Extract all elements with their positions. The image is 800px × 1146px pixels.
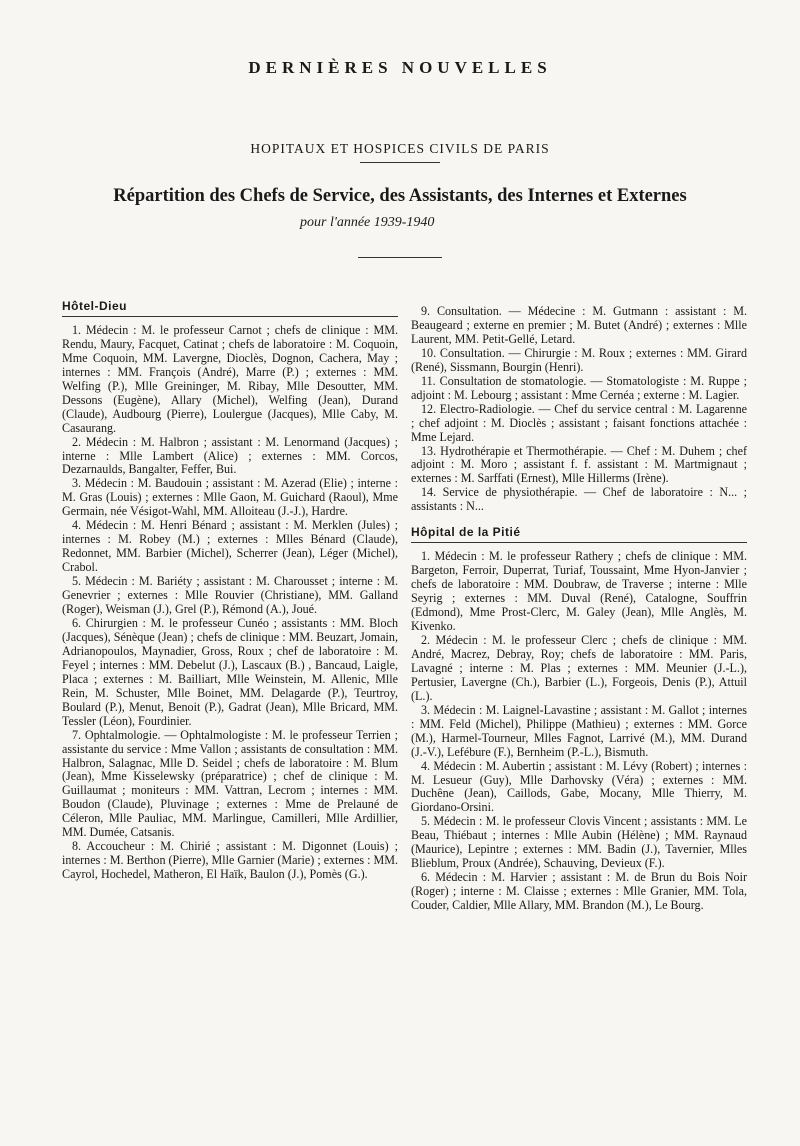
service-entry: 1. Médecin : M. le professeur Rathery ; chefs de clinique : MM. Bargeton, Ferroir, Duperrat, Turiaf, Toussaint, Mme Hyon-Janvier ; chefs de laboratoire : MM. Doubraw, de Traverse ; interne : Mlle Seyrig ; externes : MM. Duval (René), Catalogne, Souffrin (Edmond), Mme Prost-Clerc, M. Galey (Jean), Mlle Anglès, M. Kivenko. — [411, 549, 747, 634]
service-entry: 9. Consultation. — Médecine : M. Gutmann : assistant : M. Beaugeard ; externe en premier ; M. Butet (André) ; externes : Mlle Laurent, MM. Petit-Gellé, Letard. — [411, 304, 747, 346]
service-entry: 11. Consultation de stomatologie. — Stomatologiste : M. Ruppe ; adjoint : M. Lebourg ; assistant : Mme Cernéa ; externe : M. Lagier. — [411, 373, 747, 402]
service-entry: 2. Médecin : M. le professeur Clerc ; chefs de clinique : MM. André, Macrez, Debray, Roy; chefs de laboratoire : MM. Paris, Lavagné ; interne : M. Plas ; externes : MM. Meunier (J.-L.), Pertusier, Lavergne (Ch.), Barbier (L.), Forgeois, Denis (P.), Attuil (L.). — [411, 632, 747, 703]
service-entry: 3. Médecin : M. Laignel-Lavastine ; assistant : M. Gallot ; internes : MM. Feld (Michel), Philippe (Mathieu) ; externes : MM. Gorce (M.), Harmel-Tourneur, Mlles Fagnot, Larrivé (M.), MM. Durand (J.-V.), Lefébure (F.), Bernheim (P.-L.), Bismuth. — [411, 702, 747, 759]
service-entry: 7. Ophtalmologie. — Ophtalmologiste : M. le professeur Terrien ; assistante du service : Mme Vallon ; assistants de consultation : MM. Halbron, Salagnac, Mlle D. Seidel ; chefs de laboratoire : M. Blum (Jean), Mme Kisselewsky (préparatrice) ; chef de clinique : M. Guillaumat ; moniteurs : MM. Vattran, Lecrom ; internes : MM. Boudon (Claude), Pluvinage ; externes : Mme de Prelauné de Céleron, Mlle Pauliac, MM. Marlingue, Camilleri, Mlle Ardillier, MM. Dumée, Catsanis. — [62, 727, 398, 840]
divider-bottom — [358, 257, 442, 258]
masthead: DERNIÈRES NOUVELLES — [248, 58, 552, 77]
service-entry: 2. Médecin : M. Halbron ; assistant : M. Lenormand (Jacques) ; interne : Mlle Lambert (Alice) ; externes : MM. Corcos, Dezarnaulds, Bangalter, Feffer, Bui. — [62, 434, 398, 477]
service-entry: 6. Médecin : M. Harvier ; assistant : M. de Brun du Bois Noir (Roger) ; interne : M. Claisse ; externes : Mlle Granier, MM. Tola, Couder, Caldier, Mlle Allary, MM. Brandon (M.), Le Bourg. — [411, 870, 747, 913]
left-column — [62, 300, 398, 882]
right-column — [411, 305, 747, 913]
institution-heading: HOPITAUX ET HOSPICES CIVILS DE PARIS — [250, 141, 550, 156]
section-title-hotel-dieu: Hôtel-Dieu — [62, 300, 398, 317]
service-entry: 14. Service de physiothérapie. — Chef de laboratoire : N... ; assistants : N... — [411, 485, 747, 514]
service-entry: 12. Electro-Radiologie. — Chef du service central : M. Lagarenne ; chef adjoint : M. Dioclès ; assistant ; faisant fonctions attachée : Mme Lejard. — [411, 401, 747, 444]
article-subtitle: pour l'année 1939-1940 — [300, 215, 435, 230]
service-entry: 1. Médecin : M. le professeur Carnot ; chefs de clinique : MM. Rendu, Maury, Facquet, Catinat ; chefs de laboratoire : M. Coquoin, Mme Coquoin, MM. Lavergne, Dioclès, Dognon, Cachera, May ; internes : MM. François (André), Marre (P.) ; externes : MM. Welfing (P.), Mlle Greininger, M. Ribay, Mlle Desoutter, MM. Dessons (Eugène), Allary (Michel), Welfing (Jean), Durand (Claude), Audbourg (Pierre), Loulergue (Jacques), Mlle Caby, M. Casaurang. — [62, 322, 398, 435]
service-entry: 3. Médecin : M. Baudouin ; assistant : M. Azerad (Elie) ; interne : M. Gras (Louis) ; externes : Mlle Gaon, M. Guichard (Raoul), Mme Germain, née Vésigot-Wahl, MM. Alloiteau (J.-J.), Hardre. — [62, 476, 398, 519]
divider-top — [360, 162, 440, 163]
service-entry: 4. Médecin : M. Henri Bénard ; assistant : M. Merklen (Jules) ; internes : M. Robey (M.) ; externes : Mlles Bénard (Claude), Redonnet, MM. Barbier (Michel), Scherrer (Jean), Léger (Michel), Crabol. — [62, 518, 398, 575]
service-entry: 5. Médecin : M. Bariéty ; assistant : M. Charousset ; interne : M. Genevrier ; externes : Mlle Rouvier (Christiane), MM. Galland (Roger), Weisman (J.), Grel (P.), Rémond (A.), Joué. — [62, 574, 398, 617]
service-entry: 13. Hydrothérapie et Thermothérapie. — Chef : M. Duhem ; chef adjoint : M. Moro ; assistant f. f. assistant : M. Martmignaut ; externes : M. Sarffati (Ernest), Mlle Hillerms (Irène). — [411, 443, 747, 486]
service-entry: 5. Médecin : M. le professeur Clovis Vincent ; assistants : MM. Le Beau, Thiébaut ; internes : Mlle Aubin (Hélène) ; MM. Raynaud (Maurice), Lepintre ; externes : MM. Badin (J.), Tavernier, Mlles Blieblum, Proux (Andrée), Schauving, Devieux (F.). — [411, 814, 747, 871]
service-entry: 10. Consultation. — Chirurgie : M. Roux ; externes : MM. Girard (René), Sissmann, Bourgin (Henri). — [411, 345, 747, 374]
service-entry: 8. Accoucheur : M. Chirié ; assistant : M. Digonnet (Louis) ; internes : M. Berthon (Pierre), Mlle Garnier (Marie) ; externes : MM. Cayrol, Hochedel, Matheron, El Haïk, Baulon (J.), Pomès (G.). — [62, 839, 398, 882]
article-title: Répartition des Chefs de Service, des Assistants, des Internes et Externes — [113, 186, 687, 206]
service-entry: 4. Médecin : M. Aubertin ; assistant : M. Lévy (Robert) ; internes : M. Lesueur (Guy), Mlle Darhovsky (Véra) ; externes : MM. Duchêne (Jean), Caillods, Gabe, Mocany, Mlle Thierry, M. Giordano-Orsini. — [411, 758, 747, 815]
service-entry: 6. Chirurgien : M. le professeur Cunéo ; assistants : MM. Bloch (Jacques), Sénèque (Jean) ; chefs de clinique : MM. Beuzart, Jomain, Adrianopoulos, Maynadier, Gross, Roux ; chef de laboratoire : M. Feyel ; internes : MM. Debelut (J.), Lascaux (B.) , Bancaud, Laigle, Placa ; externes : M. Bailliart, Mlle Weinstein, M. Allenic, Mlle Rein, M. Schuster, Mlle Boinet, MM. Delagarde (P.), Teurtroy, Boulard (P.), Menut, Benoit (P.), Gadrat (Jean), Mlle Bricard, MM. Tessler (Léon), Fourdinier. — [62, 615, 398, 728]
section-title-pitie: Hôpital de la Pitié — [411, 526, 747, 543]
